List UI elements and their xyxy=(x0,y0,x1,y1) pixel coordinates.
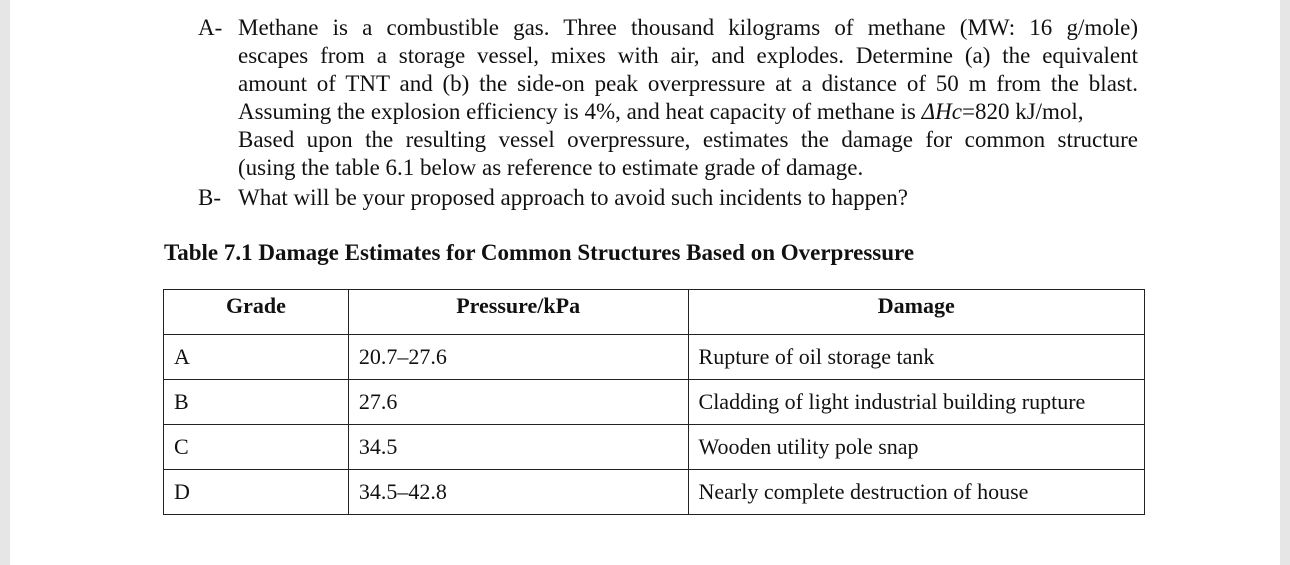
question-a-line-4-text: Assuming the explosion efficiency is 4%, and heat capacity of methane is xyxy=(238,99,916,124)
cell-grade: B xyxy=(164,380,349,425)
header-grade: Grade xyxy=(164,290,349,335)
table-row xyxy=(164,425,1145,470)
cell-damage: Rupture of oil storage tank xyxy=(688,335,1144,380)
cell-grade: C xyxy=(164,425,349,470)
heat-capacity-symbol: ΔHc xyxy=(921,99,962,124)
question-a-line-5: Based upon the resulting vessel overpressure, estimates the damage for common structure xyxy=(238,127,1138,152)
question-a-line-1: Methane is a combustible gas. Three thousand kilograms of methane (MW: 16 g/mole) xyxy=(238,15,1138,40)
header-damage: Damage xyxy=(688,290,1144,335)
cell-pressure: 34.5 xyxy=(348,425,688,470)
header-pressure: Pressure/kPa xyxy=(348,290,688,335)
cell-damage: Cladding of light industrial building rupture xyxy=(688,380,1144,425)
question-b-text: What will be your proposed approach to avoid such incidents to happen? xyxy=(238,185,909,210)
table-title: Table 7.1 Damage Estimates for Common Structures Based on Overpressure xyxy=(164,240,915,265)
cell-damage: Nearly complete destruction of house xyxy=(688,470,1144,515)
question-a-line-2: escapes from a storage vessel, mixes with air, and explodes. Determine (a) the equivalent xyxy=(238,43,1138,68)
cell-grade: D xyxy=(164,470,349,515)
cell-damage: Wooden utility pole snap xyxy=(688,425,1144,470)
cell-grade: A xyxy=(164,335,349,380)
heat-capacity-value: =820 kJ/mol, xyxy=(961,99,1084,124)
cell-pressure: 27.6 xyxy=(348,380,688,425)
damage-table xyxy=(163,289,1145,515)
table-row xyxy=(164,470,1145,515)
table-header-row xyxy=(164,290,1145,335)
question-a-text xyxy=(238,14,1138,182)
question-a-line-3: amount of TNT and (b) the side-on peak overpressure at a distance of 50 m from the blast. xyxy=(238,71,1138,96)
table-row xyxy=(164,380,1145,425)
question-a-line-6: (using the table 6.1 below as reference to estimate grade of damage. xyxy=(238,155,864,180)
cell-pressure: 20.7–27.6 xyxy=(348,335,688,380)
table-row xyxy=(164,335,1145,380)
question-a-line-4 xyxy=(238,98,1138,126)
question-b-body xyxy=(238,184,1138,212)
cell-pressure: 34.5–42.8 xyxy=(348,470,688,515)
question-b-letter: B- xyxy=(198,185,221,210)
question-a-letter: A- xyxy=(198,15,223,40)
